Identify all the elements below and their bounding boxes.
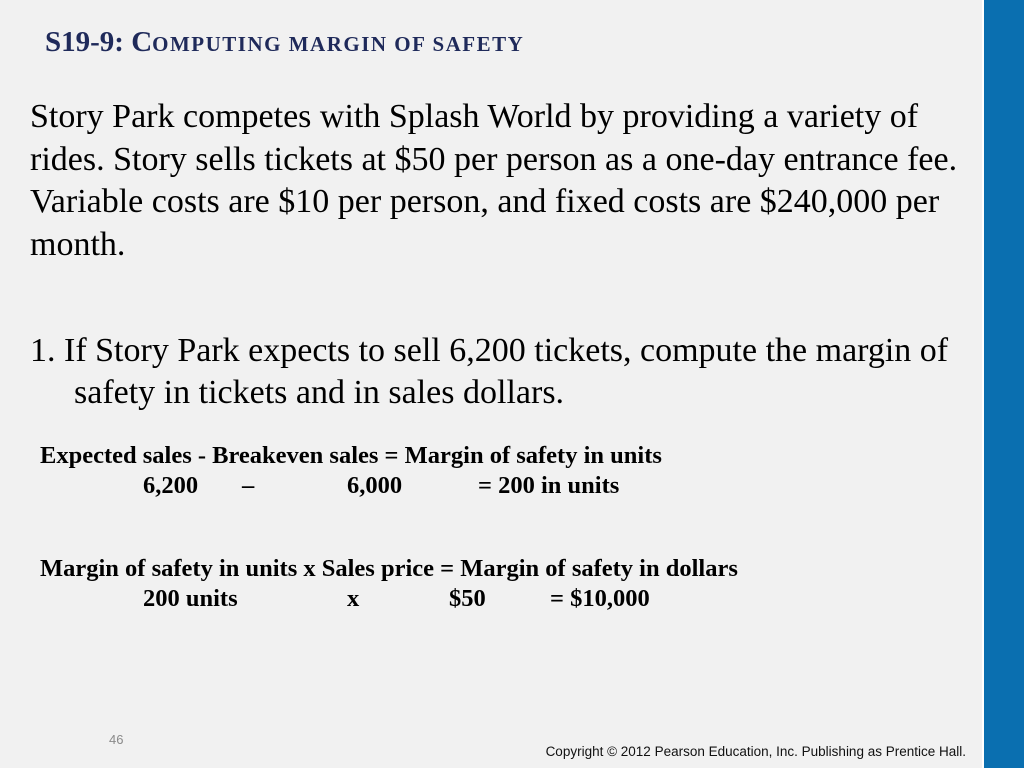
- title-rest: OMPUTING MARGIN OF SAFETY: [152, 32, 525, 56]
- calc-units-formula: Expected sales - Breakeven sales = Margin of safety in units: [40, 442, 662, 469]
- calc-dollars-formula: Margin of safety in units x Sales price = Margin of safety in dollars: [40, 555, 738, 582]
- title-first-letter: C: [131, 26, 153, 58]
- copyright-notice: Copyright © 2012 Pearson Education, Inc. Publishing as Prentice Hall.: [545, 744, 966, 759]
- intro-paragraph: Story Park competes with Splash World by providing a variety of rides. Story sells tickets at $50 per person as a one-day entrance fee. Variable costs are $10 per person, and fixed costs are $240,000 per month.: [30, 98, 958, 263]
- page-number: 46: [109, 732, 124, 747]
- accent-bar: [982, 0, 1024, 768]
- title-prefix: S19-9:: [45, 26, 132, 58]
- slide-title: [45, 26, 524, 59]
- calc-units-operator: –: [242, 472, 255, 499]
- question-paragraph: 1. If Story Park expects to sell 6,200 tickets, compute the margin of safety in tickets and in sales dollars.: [30, 332, 949, 411]
- calc-dollars-result: = $10,000: [550, 585, 650, 612]
- calc-dollars-units: 200 units: [143, 585, 238, 612]
- calc-units-expected: 6,200: [143, 472, 199, 499]
- calc-units-breakeven: 6,000: [347, 472, 403, 499]
- calc-units-result: = 200 in units: [478, 472, 620, 499]
- calc-dollars-operator: x: [347, 585, 360, 612]
- calc-dollars-price: $50: [449, 585, 486, 612]
